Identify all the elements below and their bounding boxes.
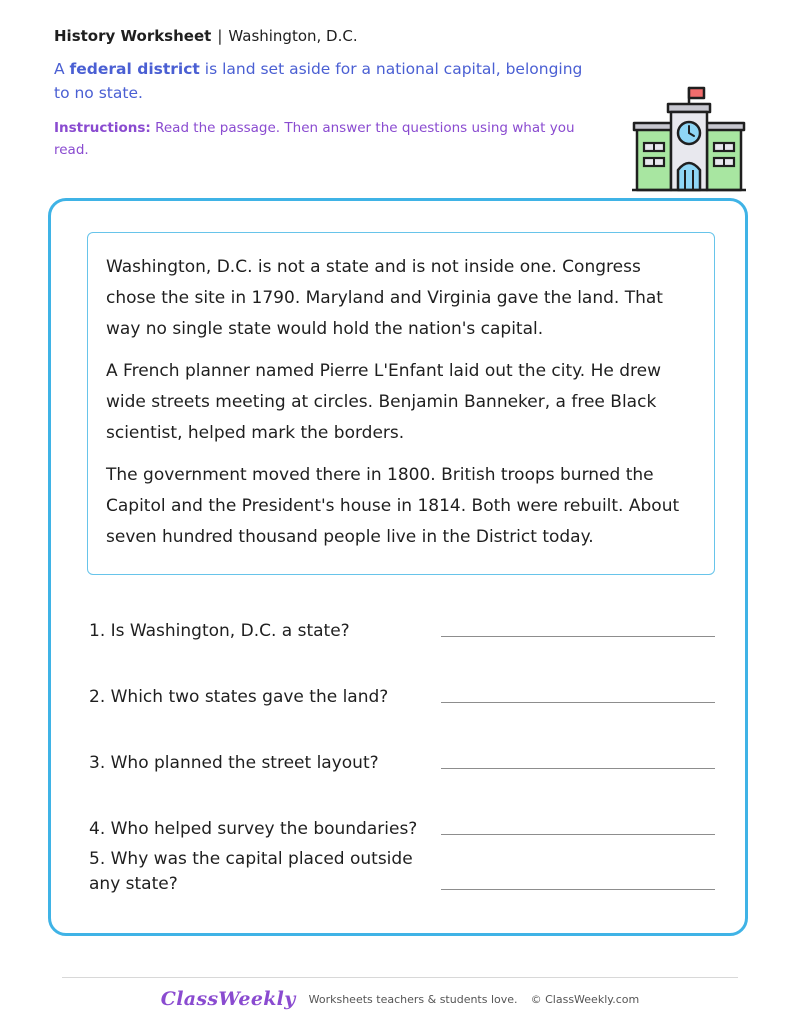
answer-line-1[interactable]	[441, 636, 715, 637]
footer	[0, 988, 800, 1010]
brand-logo: ClassWeekly	[160, 988, 296, 1010]
footer-divider	[62, 977, 738, 978]
question-row-3	[87, 741, 715, 807]
question-row-4	[87, 807, 715, 847]
passage-paragraph-3: The government moved there in 1800. British troops burned the Capitol and the President's house in 1814. Both were rebuilt. About seven hundred thousand people live in the District today.	[106, 465, 680, 547]
worksheet-title: History Worksheet	[54, 27, 212, 45]
definition-text: is land set aside for a national capital, belonging to no state.	[54, 60, 583, 102]
question-row-1	[87, 609, 715, 675]
definition-term: federal district	[69, 60, 200, 78]
question-text-2: 2. Which two states gave the land?	[89, 687, 389, 707]
question-text-3: 3. Who planned the street layout?	[89, 753, 379, 773]
capitol-building-icon	[632, 86, 746, 194]
question-row-5	[87, 847, 715, 913]
worksheet-header	[54, 24, 594, 161]
title-separator: |	[217, 27, 223, 45]
worksheet-card	[48, 198, 748, 936]
passage-paragraph-1: Washington, D.C. is not a state and is not inside one. Congress chose the site in 1790. Maryland and Virginia gave the land. That way no single state would hold the nation's capital.	[106, 257, 663, 339]
definition-prefix: A	[54, 60, 65, 78]
answer-line-3[interactable]	[441, 768, 715, 769]
question-row-2	[87, 675, 715, 741]
question-text-1: 1. Is Washington, D.C. a state?	[89, 621, 350, 641]
instructions	[54, 117, 594, 161]
instructions-text: Read the passage. Then answer the questions using what you read.	[54, 120, 575, 158]
question-list	[87, 609, 715, 913]
answer-line-2[interactable]	[441, 702, 715, 703]
reading-passage	[87, 232, 715, 575]
instructions-label: Instructions:	[54, 120, 151, 136]
footer-copyright: © ClassWeekly.com	[530, 992, 640, 1006]
footer-tagline: Worksheets teachers & students love.	[308, 992, 518, 1006]
worksheet-topic: Washington, D.C.	[228, 27, 358, 45]
title-line	[54, 24, 594, 48]
answer-line-5[interactable]	[441, 889, 715, 890]
definition	[54, 57, 594, 105]
answer-line-4[interactable]	[441, 834, 715, 835]
passage-paragraph-2: A French planner named Pierre L'Enfant laid out the city. He drew wide streets meeting at circles. Benjamin Banneker, a free Black scientist, helped mark the borders.	[106, 361, 662, 443]
question-text-4: 4. Who helped survey the boundaries?	[89, 819, 418, 839]
question-text-5: 5. Why was the capital placed outside any state?	[89, 849, 413, 894]
